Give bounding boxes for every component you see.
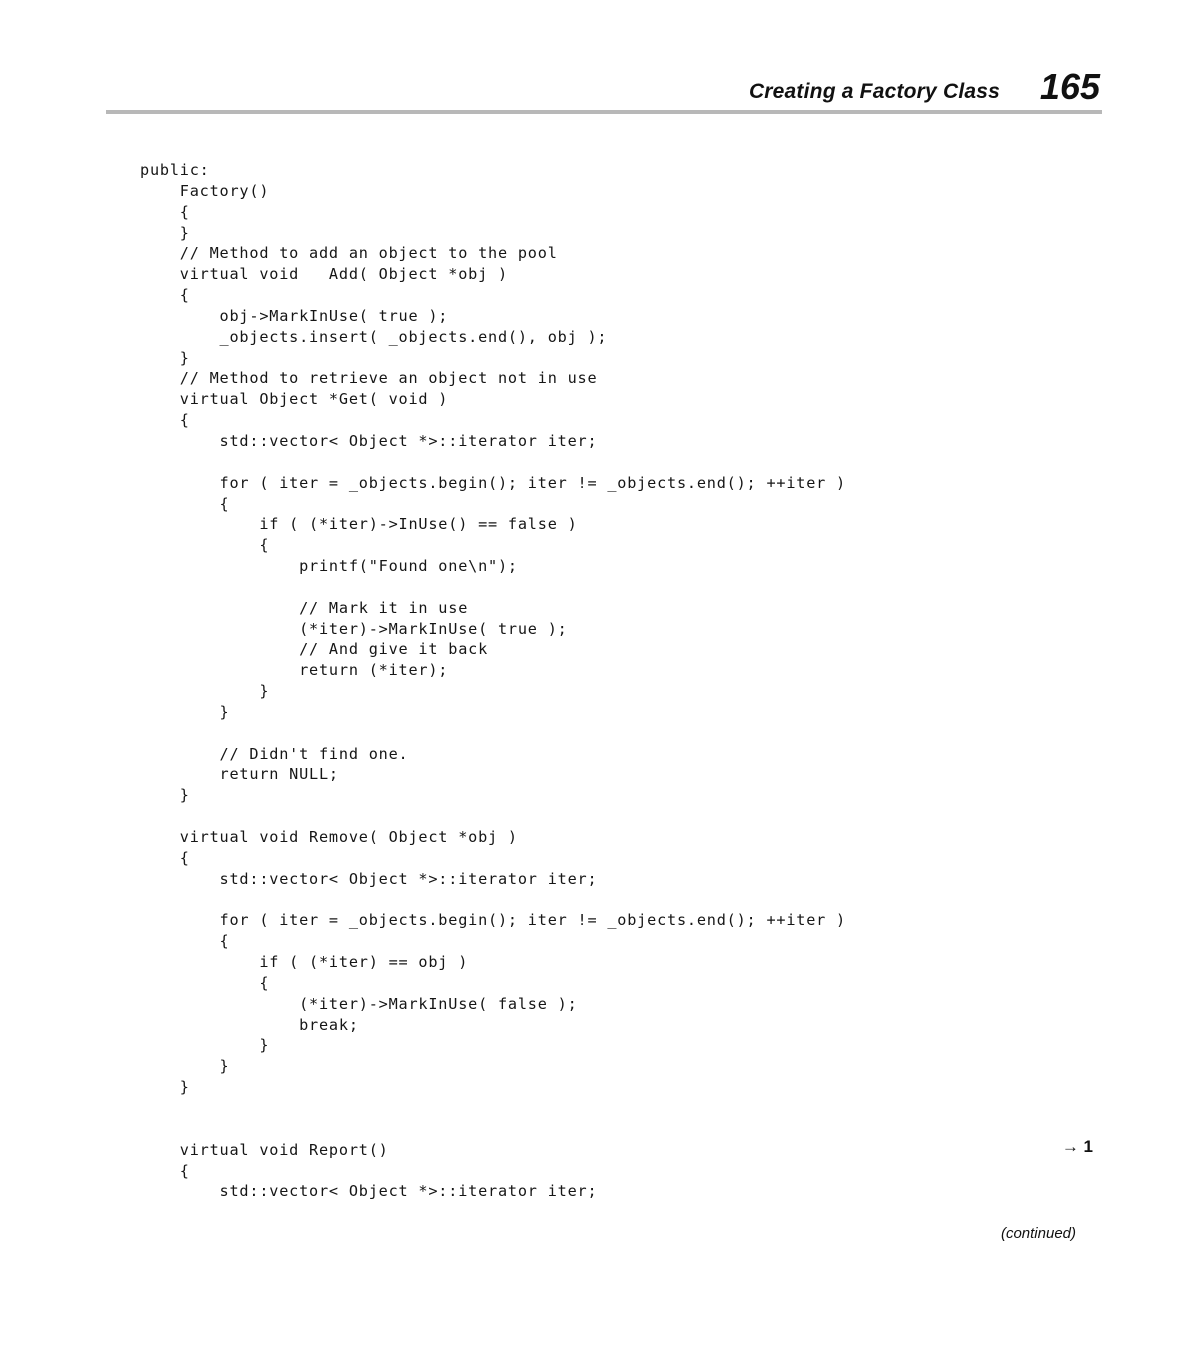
code-line: std::vector< Object *>::iterator iter; bbox=[140, 431, 598, 450]
code-line: for ( iter = _objects.begin(); iter != _objects.end(); ++iter ) bbox=[140, 473, 846, 492]
code-line bbox=[140, 577, 846, 598]
code-line: _objects.insert( _objects.end(), obj ); bbox=[140, 327, 608, 346]
code-line: // Mark it in use bbox=[140, 598, 469, 617]
code-line: } bbox=[140, 682, 270, 701]
code-line: (*iter)->MarkInUse( true ); bbox=[140, 619, 568, 638]
code-line: Factory() bbox=[140, 181, 270, 200]
code-line: // Method to retrieve an object not in use bbox=[140, 369, 598, 388]
code-line bbox=[140, 890, 846, 911]
code-line: { bbox=[140, 973, 270, 992]
code-line: public: bbox=[140, 161, 210, 179]
code-line: virtual void Remove( Object *obj ) bbox=[140, 828, 518, 846]
continued-label: (continued) bbox=[1000, 1225, 1076, 1242]
code-line: { bbox=[140, 1161, 190, 1180]
code-line: // And give it back bbox=[140, 640, 489, 659]
code-line: if ( (*iter)->InUse() == false ) bbox=[140, 515, 578, 534]
code-line: if ( (*iter) == obj ) bbox=[140, 953, 469, 972]
code-line: printf("Found one\n"); bbox=[140, 557, 518, 576]
code-line: { bbox=[140, 932, 230, 951]
code-line: } bbox=[140, 348, 190, 367]
page-header bbox=[106, 60, 1102, 114]
code-line: for ( iter = _objects.begin(); iter != _objects.end(); ++iter ) bbox=[140, 911, 846, 930]
code-line bbox=[140, 723, 846, 744]
code-line: virtual void Add( Object *obj ) bbox=[140, 265, 508, 284]
code-line: } bbox=[140, 1057, 230, 1076]
code-line: } bbox=[140, 223, 190, 242]
code-line: { bbox=[140, 202, 190, 221]
page-number: 165 bbox=[1039, 66, 1100, 107]
code-line: std::vector< Object *>::iterator iter; bbox=[140, 1182, 598, 1201]
code-line bbox=[140, 806, 846, 827]
code-line bbox=[140, 452, 846, 473]
code-line: { bbox=[140, 536, 270, 555]
code-line: return (*iter); bbox=[140, 661, 449, 680]
code-line bbox=[140, 1119, 846, 1140]
code-line: virtual Object *Get( void ) bbox=[140, 390, 449, 409]
running-title: Creating a Factory Class bbox=[748, 80, 1000, 103]
code-line: return NULL; bbox=[140, 765, 339, 784]
code-line: } bbox=[140, 702, 230, 721]
code-line: break; bbox=[140, 1015, 359, 1034]
margin-marker: → 1 bbox=[1061, 1137, 1093, 1156]
code-line: { bbox=[140, 411, 190, 430]
code-line: std::vector< Object *>::iterator iter; bbox=[140, 869, 598, 888]
code-line: { bbox=[140, 848, 190, 867]
code-line: { bbox=[140, 286, 190, 305]
code-line: // Method to add an object to the pool bbox=[140, 244, 558, 263]
code-line: (*iter)->MarkInUse( false ); bbox=[140, 994, 578, 1013]
code-line: } bbox=[140, 786, 190, 805]
code-line: } bbox=[140, 1036, 270, 1055]
code-line bbox=[140, 1098, 846, 1119]
code-listing bbox=[140, 160, 846, 1202]
code-line: } bbox=[140, 1078, 190, 1097]
code-line: { bbox=[140, 494, 230, 513]
header-rule bbox=[106, 110, 1102, 114]
code-line: obj->MarkInUse( true ); bbox=[140, 306, 449, 325]
code-line: virtual void Report() bbox=[140, 1140, 389, 1159]
code-line: // Didn't find one. bbox=[140, 744, 409, 763]
